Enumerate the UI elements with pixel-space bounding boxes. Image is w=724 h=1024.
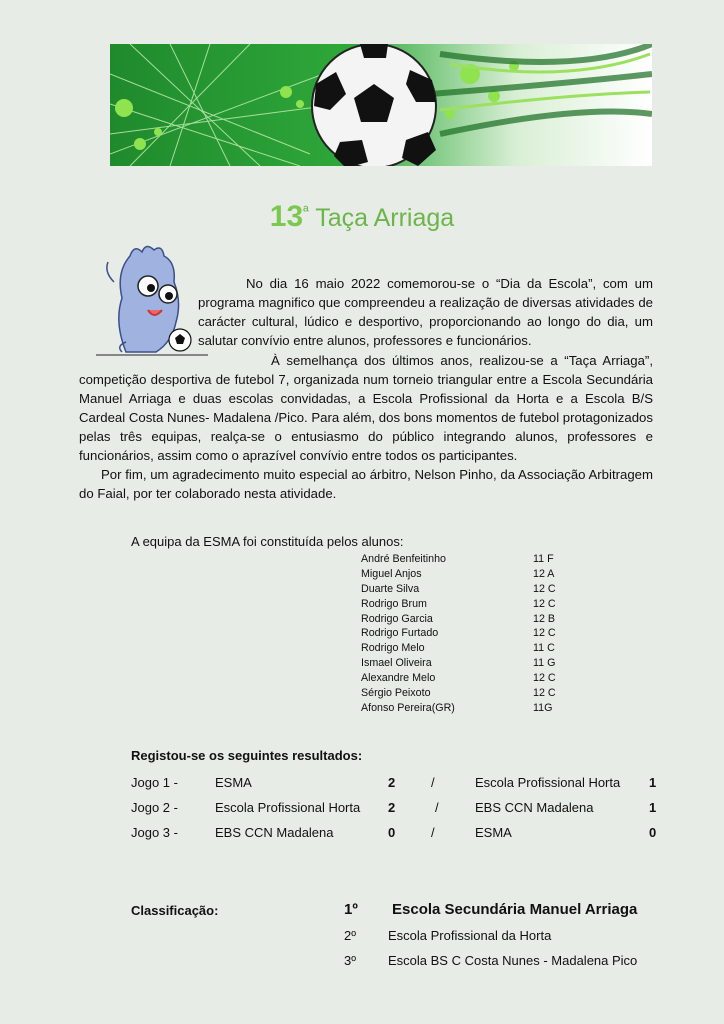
- classification-label: Classificação:: [131, 903, 219, 918]
- player-name: Sérgio Peixoto: [361, 687, 431, 700]
- title-ordinal: ª: [303, 203, 309, 221]
- player-name: Ismael Oliveira: [361, 657, 432, 670]
- player-class: 11 F: [533, 553, 554, 565]
- game-team1: Escola Profissional Horta: [215, 800, 361, 815]
- player-name: Miguel Anjos: [361, 567, 422, 580]
- rank-school: Escola Profissional da Horta: [388, 928, 552, 943]
- roster-row: [361, 686, 556, 701]
- thanks-paragraph: [79, 465, 653, 503]
- player-name: Rodrigo Furtado: [361, 627, 439, 640]
- rank-position: 1º: [344, 901, 358, 918]
- roster-row: [361, 656, 556, 671]
- game-score2: 1: [649, 800, 657, 815]
- player-class: 12 C: [533, 672, 556, 685]
- player-class: 12 C: [533, 627, 556, 640]
- roster-list: [361, 552, 556, 716]
- roster-row: [361, 641, 556, 656]
- game-score1: 2: [388, 800, 396, 815]
- rank-school: Escola BS C Costa Nunes - Madalena Pico: [388, 953, 638, 968]
- title-number: 13: [269, 200, 304, 233]
- game-label: Jogo 3 -: [131, 825, 178, 840]
- game-separator: /: [435, 800, 439, 815]
- rank-school: Escola Secundária Manuel Arriaga: [392, 901, 638, 918]
- game-team2: Escola Profissional Horta: [475, 775, 621, 790]
- roster-row: [361, 671, 556, 686]
- tournament-paragraph-text: À semelhança dos últimos anos, realizou-se a “Taça Arriaga”, competição desportiva de futebol 7, organizada num torneio triangular entre a Escola Secundária Manuel Arriaga e duas escolas convidadas, a Escola Profissional da Horta e a Escola B/S Cardeal Costa Nunes- Madalena /Pico. Para além, dos bons momentos de futebol protagonizados pelas três equipas, realça-se o entusiasmo do público integrando alunos, professores e funcionários, assim como o aprazível convívio entre todos os participantes.: [79, 353, 653, 463]
- player-class: 12 C: [533, 687, 556, 700]
- rank-position: 2º: [344, 928, 356, 943]
- roster-row: [361, 612, 556, 627]
- player-name: Alexandre Melo: [361, 672, 436, 685]
- player-class: 11 G: [533, 657, 556, 670]
- game-team2: EBS CCN Madalena: [475, 800, 594, 815]
- player-class: 12 C: [533, 597, 556, 610]
- game-score2: 1: [649, 775, 657, 790]
- rank-position: 3º: [344, 953, 356, 968]
- roster-row: [361, 701, 556, 716]
- game-label: Jogo 1 -: [131, 775, 178, 790]
- player-name: Duarte Silva: [361, 582, 420, 595]
- game-separator: /: [431, 775, 435, 790]
- player-class: 11G: [533, 701, 553, 714]
- banner-image: [110, 44, 652, 166]
- results-title: Registou-se os seguintes resultados:: [131, 748, 363, 763]
- intro-paragraph-text: No dia 16 maio 2022 comemorou-se o “Dia da Escola”, com um programa magnifico que compreendeu a realização de diversas atividades de carácter cultural, lúdico e desportivo, proporcionando ao longo do dia, um salutar convívio entre alunos, professores e funcionários.: [198, 276, 653, 348]
- player-name: Rodrigo Melo: [361, 642, 425, 655]
- game-label: Jogo 2 -: [131, 800, 178, 815]
- game-separator: /: [431, 825, 435, 840]
- title-text: Taça Arriaga: [315, 204, 455, 232]
- game-score1: 2: [388, 775, 396, 790]
- team-intro: A equipa da ESMA foi constituída pelos alunos:: [131, 534, 404, 549]
- roster-row: [361, 552, 556, 567]
- roster-row: [361, 597, 556, 612]
- game-team1: EBS CCN Madalena: [215, 825, 334, 840]
- player-name: Rodrigo Brum: [361, 597, 427, 610]
- player-name: André Benfeitinho: [361, 553, 446, 565]
- mascot-illustration: [96, 242, 208, 360]
- game-team1: ESMA: [215, 775, 252, 790]
- game-score2: 0: [649, 825, 657, 840]
- roster-row: [361, 626, 556, 641]
- roster-row: [361, 567, 556, 582]
- player-name: Rodrigo Garcia: [361, 612, 433, 625]
- game-score1: 0: [388, 825, 396, 840]
- player-class: 12 A: [533, 567, 555, 580]
- roster-row: [361, 582, 556, 597]
- player-class: 11 C: [533, 642, 555, 655]
- thanks-paragraph-text: Por fim, um agradecimento muito especial ao árbitro, Nelson Pinho, da Associação Arbitragem do Faial, por ter colaborado nesta atividade.: [79, 467, 653, 501]
- tournament-paragraph: [79, 351, 653, 465]
- player-class: 12 B: [533, 612, 555, 625]
- intro-paragraph: [198, 274, 653, 350]
- game-team2: ESMA: [475, 825, 512, 840]
- player-name: Afonso Pereira(GR): [361, 701, 455, 714]
- player-class: 12 C: [533, 582, 556, 595]
- page-title: [0, 200, 724, 234]
